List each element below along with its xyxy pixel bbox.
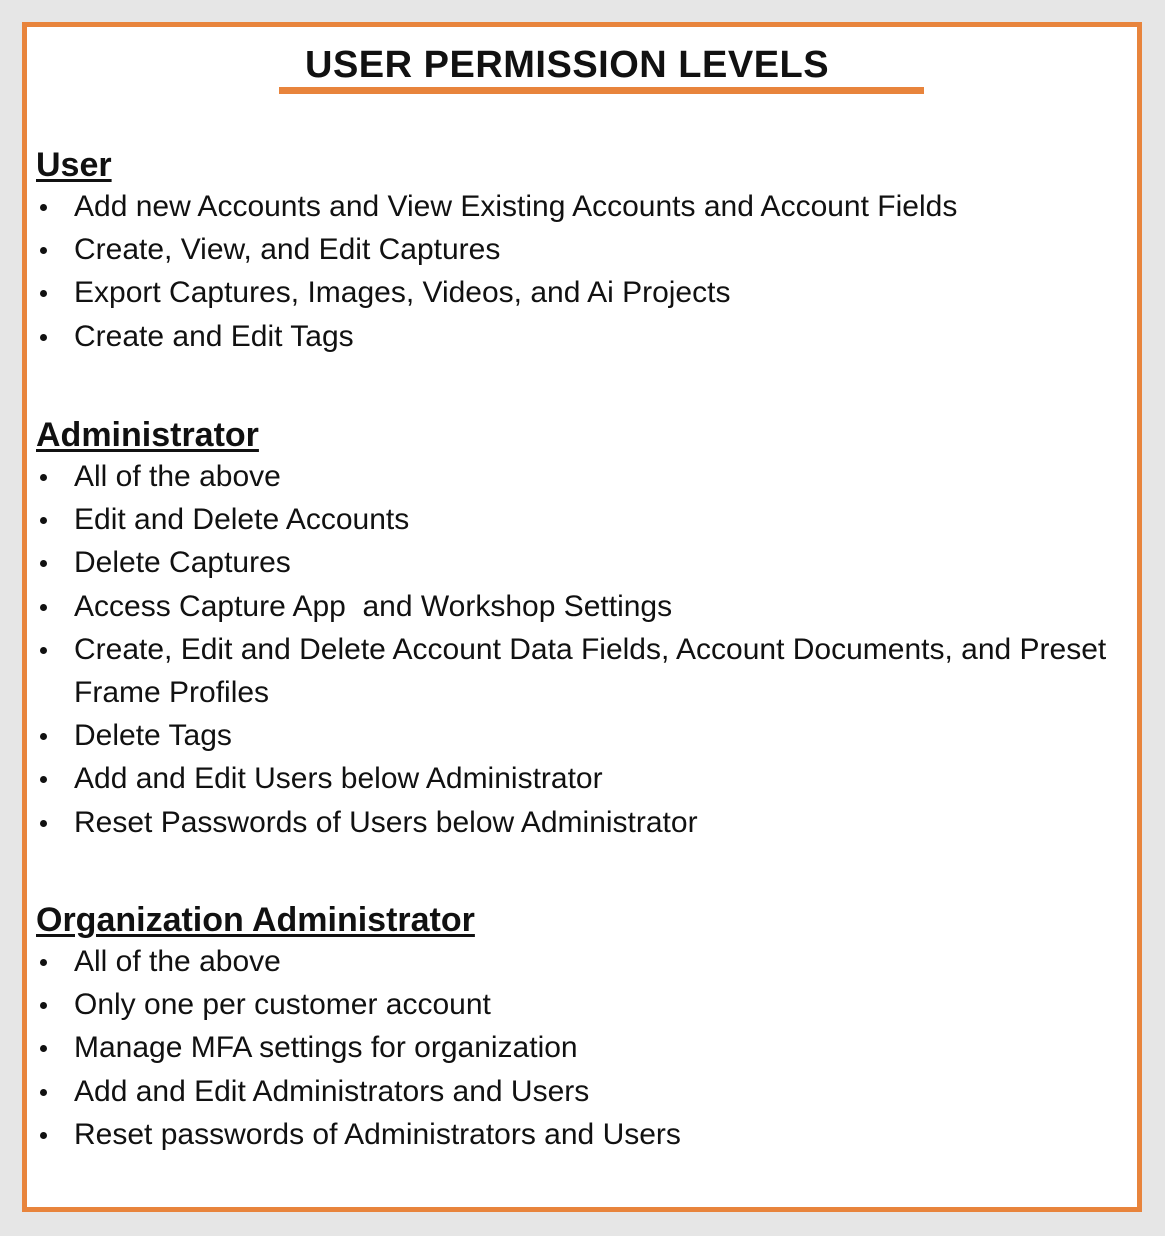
list-item-text: Add and Edit Administrators and Users <box>74 1074 590 1108</box>
bullet-icon <box>40 820 47 827</box>
title-underline <box>279 37 924 94</box>
list-item <box>36 628 1131 714</box>
permission-card <box>22 22 1142 1212</box>
list-item-text: Create, Edit and Delete Account Data Fields, Account Documents, and Preset Frame Profiles <box>74 632 1107 710</box>
list-item <box>36 757 1131 800</box>
bullet-icon <box>40 733 47 740</box>
page-title: USER PERMISSION LEVELS <box>305 44 830 86</box>
bullet-icon <box>40 604 47 611</box>
list-item-text: Export Captures, Images, Videos, and Ai Projects <box>74 276 731 310</box>
list-item-text: Only one per customer account <box>74 988 491 1022</box>
bullet-icon <box>40 517 47 524</box>
permission-list-user <box>36 185 1131 358</box>
list-item-text: Reset passwords of Administrators and Users <box>74 1117 681 1151</box>
bullet-icon <box>40 647 47 654</box>
bullet-icon <box>40 776 47 783</box>
list-item <box>36 1070 1131 1113</box>
list-item <box>36 271 1131 314</box>
list-item <box>36 455 1131 498</box>
section-user <box>36 145 1131 358</box>
list-item-text: Add and Edit Users below Administrator <box>74 762 603 796</box>
bullet-icon <box>40 1089 47 1096</box>
bullet-icon <box>40 247 47 254</box>
list-item <box>36 541 1131 584</box>
bullet-icon <box>40 959 47 966</box>
list-item-text: Manage MFA settings for organization <box>74 1031 578 1065</box>
list-item <box>36 585 1131 628</box>
permission-list-organization-administrator <box>36 940 1131 1156</box>
list-item <box>36 315 1131 358</box>
list-item-text: Reset Passwords of Users below Administrator <box>74 805 698 839</box>
bullet-icon <box>40 1002 47 1009</box>
list-item <box>36 801 1131 844</box>
section-heading-user: User <box>36 146 112 184</box>
section-administrator <box>36 415 1131 844</box>
list-item-text: Add new Accounts and View Existing Accounts and Account Fields <box>74 190 958 223</box>
bullet-icon <box>40 334 47 341</box>
list-item <box>36 1026 1131 1069</box>
section-heading-organization-administrator: Organization Administrator <box>36 901 475 939</box>
bullet-icon <box>40 560 47 567</box>
list-item-text: All of the above <box>74 945 281 978</box>
bullet-icon <box>40 474 47 481</box>
list-item <box>36 185 1131 228</box>
list-item-text: Access Capture App and Workshop Settings <box>74 589 673 623</box>
list-item <box>36 1113 1131 1156</box>
bullet-icon <box>40 290 47 297</box>
list-item-text: Create, View, and Edit Captures <box>74 233 501 267</box>
permission-list-administrator <box>36 455 1131 844</box>
list-item-text: Delete Tags <box>74 719 232 753</box>
list-item-text: Delete Captures <box>74 546 291 580</box>
bullet-icon <box>40 1132 47 1139</box>
section-heading-administrator: Administrator <box>36 416 259 454</box>
bullet-icon <box>40 204 47 211</box>
list-item <box>36 228 1131 271</box>
section-organization-administrator <box>36 900 1131 1156</box>
list-item <box>36 940 1131 983</box>
list-item-text: Create and Edit Tags <box>74 319 354 353</box>
bullet-icon <box>40 1045 47 1052</box>
list-item-text: Edit and Delete Accounts <box>74 503 410 537</box>
list-item <box>36 714 1131 757</box>
list-item <box>36 983 1131 1026</box>
list-item <box>36 498 1131 541</box>
list-item-text: All of the above <box>74 460 281 493</box>
